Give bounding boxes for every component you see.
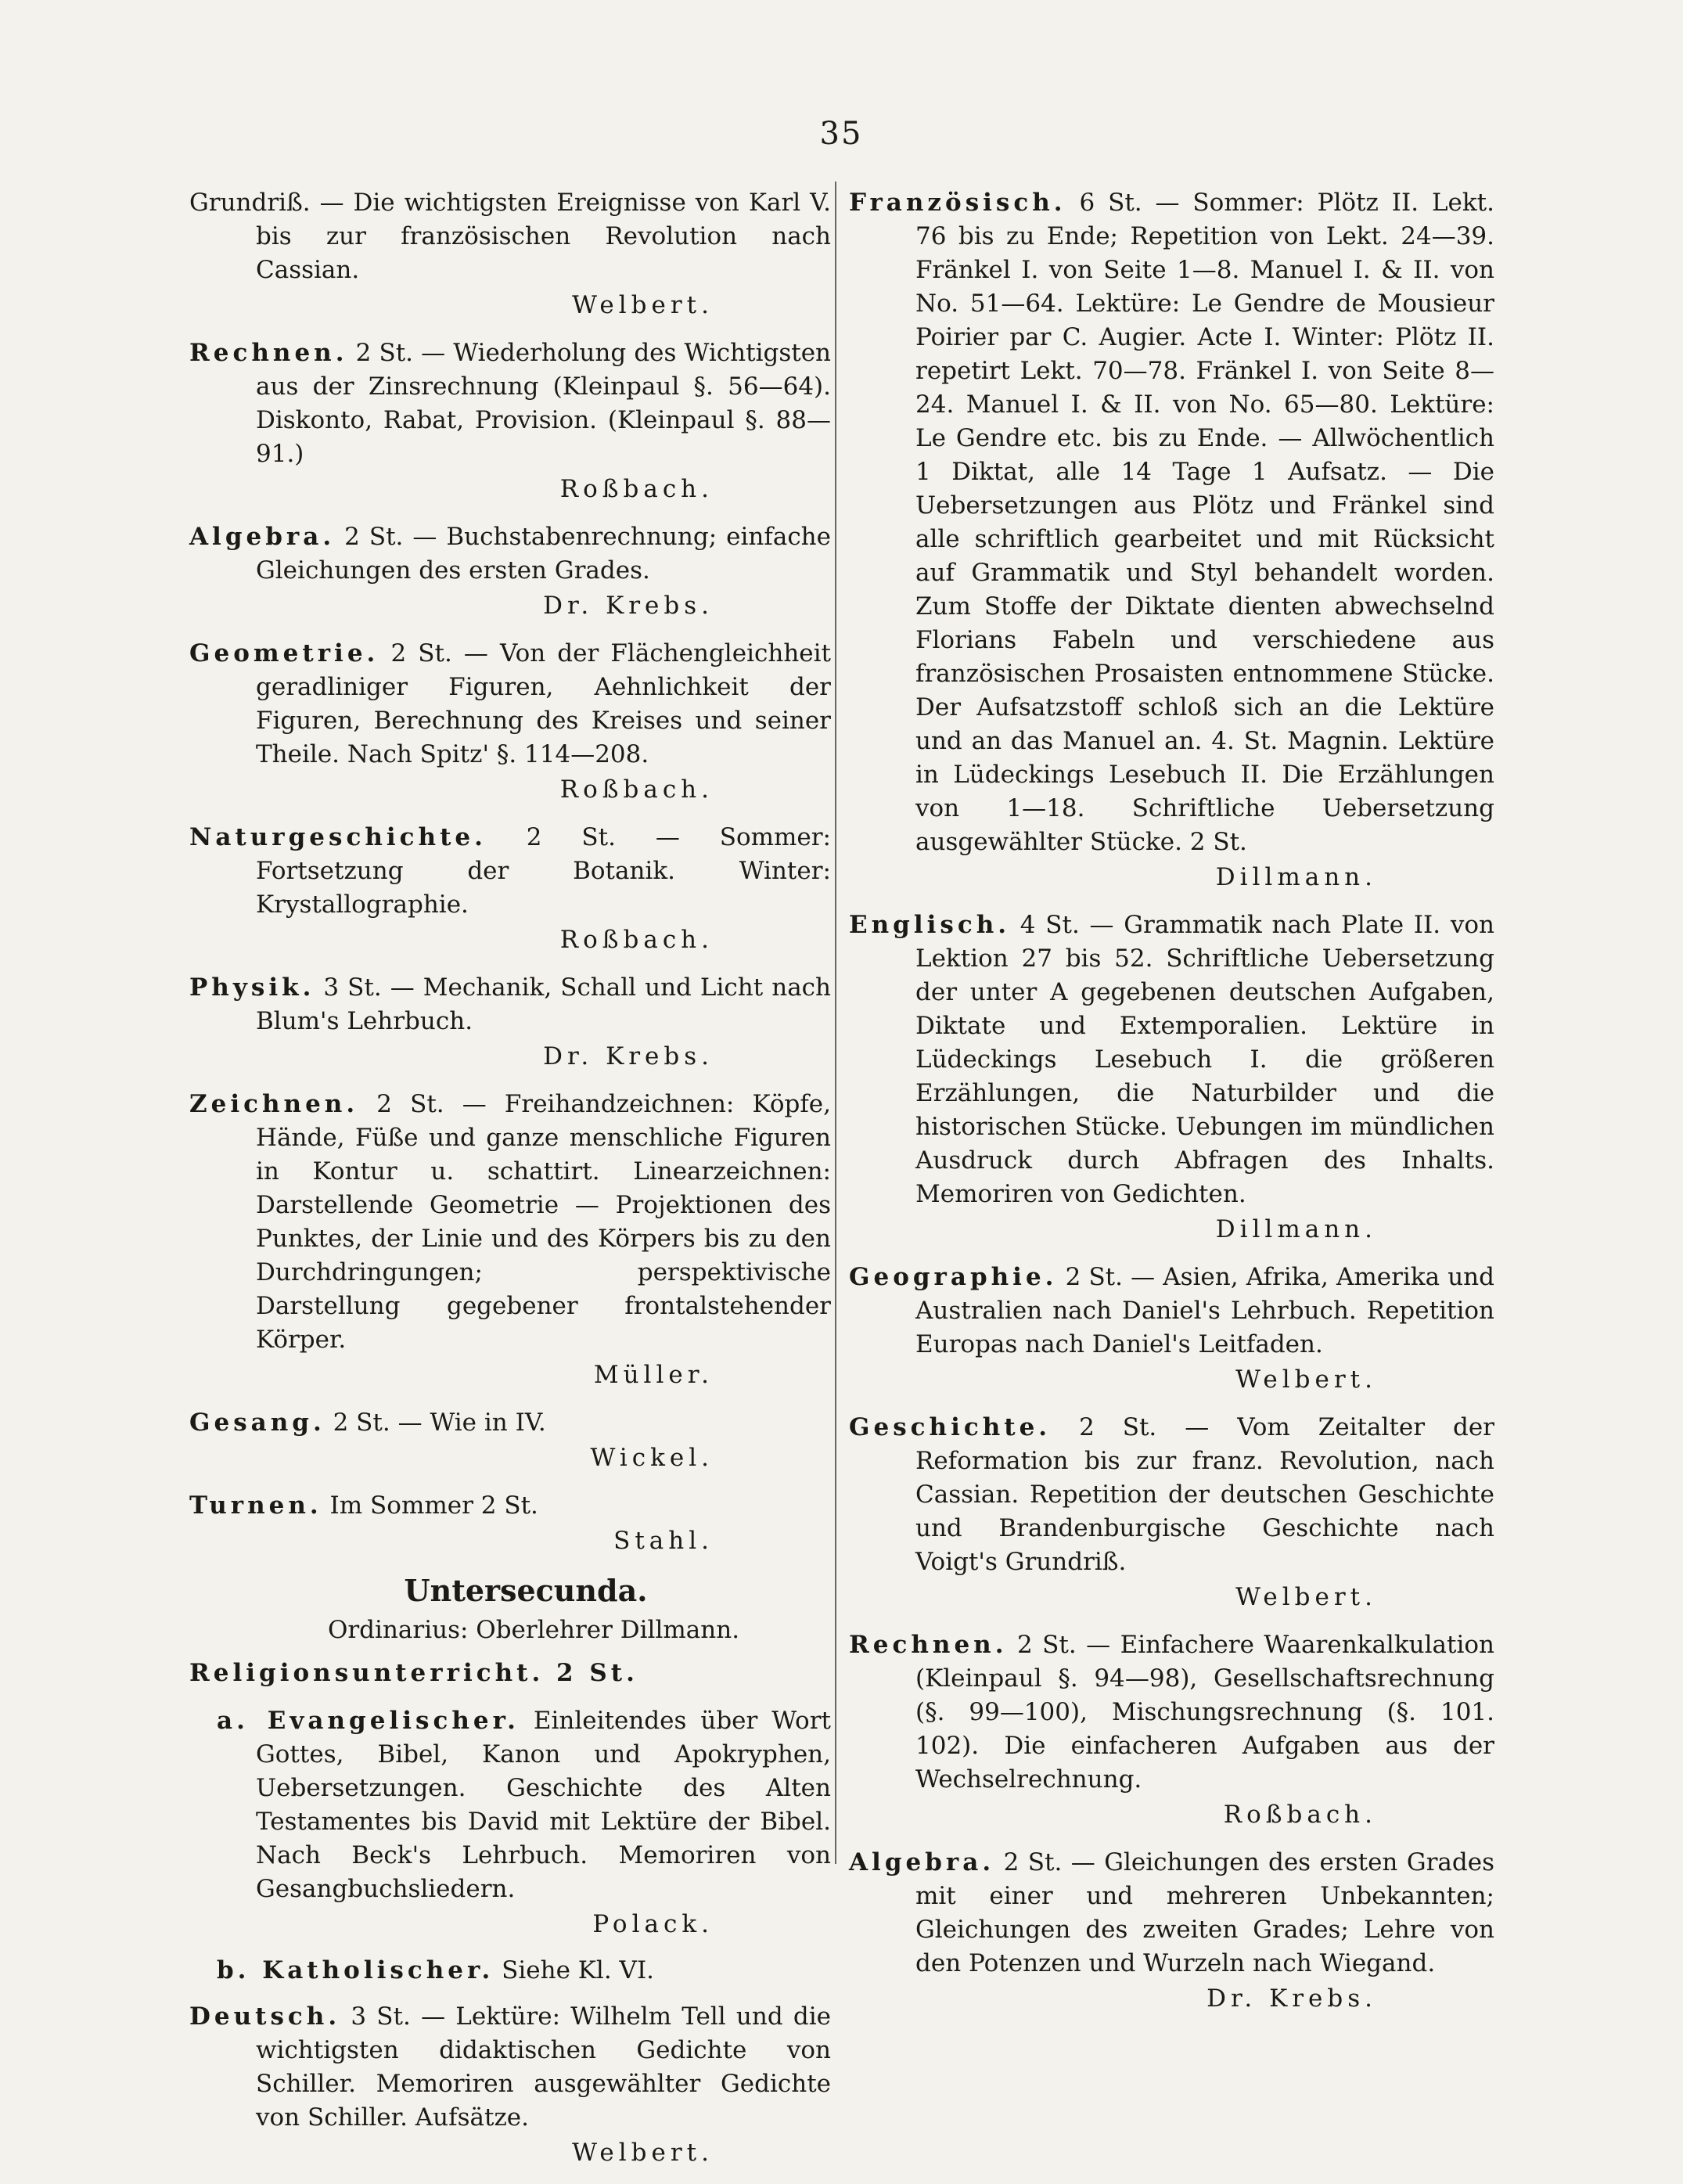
teacher-name: Roßbach. <box>1223 1801 1377 1829</box>
subject-label: Deutsch. <box>189 2002 341 2031</box>
entry-rechnen <box>189 336 831 506</box>
entry-gesang <box>189 1406 831 1475</box>
teacher-name: Welbert. <box>1235 1365 1377 1394</box>
entry-turnen <box>189 1489 831 1558</box>
entry-text: 6 St. — Sommer: Plötz II. Lekt. 76 bis zu Ende; Repetition von Lekt. 24—39. Fränkel I. von Seite 1—8. Manuel I. & II. von No. 51—64. Lektüre: Le Gendre de Mousieur Poirier par C. Augier. Acte I. Winter: Plötz II. repetirt Lekt. 70—78. Fränkel I. von Seite 8—24. Manuel I. & II. von No. 65—80. Lektüre: Le Gendre etc. bis zu Ende. — Allwöchentlich 1 Diktat, alle 14 Tage 1 Aufsatz. — Die Uebersetzungen aus Plötz und Fränkel sind alle schriftlich gearbeitet und mit Rücksicht auf Grammatik und Styl behandelt worden. Zum Stoffe der Diktate dienten abwechselnd Florians Fabeln und verschiedene aus französischen Prosaisten entnommene Stücke. Der Aufsatzstoff schloß sich an die Lektüre und an das Manuel an. 4. St. Magnin. Lektüre in Lüdeckings Lesebuch II. Die Erzählungen von 1—18. Schriftliche Uebersetzung ausgewählter Stücke. 2 St. <box>915 189 1494 856</box>
subject-label: Französisch. <box>849 189 1066 217</box>
entry-text: Siehe Kl. VI. <box>502 1956 655 1984</box>
teacher-name: Dr. Krebs. <box>543 1042 714 1070</box>
subject-label: Rechnen. <box>849 1631 1008 1659</box>
entry-franzoesisch <box>849 186 1494 894</box>
teacher-name: Polack. <box>592 1910 714 1938</box>
entry-algebra-right <box>849 1846 1494 2016</box>
teacher-name: Müller. <box>593 1361 714 1389</box>
subject-label: b. Katholischer. <box>217 1956 494 1984</box>
entry-text: Grundriß. — Die wichtigsten Ereignisse von Karl V. bis zur französischen Revolution nach Cassian. <box>189 189 831 284</box>
entry-text: 2 St. — Sommer: Fortsetzung der Botanik. Winter: Krystallographie. <box>256 823 832 919</box>
entry-religion-evangelisch <box>189 1704 831 1941</box>
entry-text: 2 St. — Von der Flächengleichheit geradliniger Figuren, Aehnlichkeit der Figuren, Berechnung des Kreises und seiner Theile. Nach Spitz' §. 114—208. <box>256 639 831 768</box>
teacher-name: Roßbach. <box>559 475 714 503</box>
subject-label: Geometrie. <box>189 639 379 667</box>
entry-zeichnen <box>189 1088 831 1392</box>
entry-text: Im Sommer 2 St. <box>329 1491 538 1520</box>
subject-label: Geschichte. <box>849 1413 1052 1441</box>
religion-heading: Religionsunterricht. 2 St. <box>189 1659 638 1687</box>
subject-label: a. Evangelischer. <box>217 1707 520 1735</box>
entry-text: 2 St. — Buchstabenrechnung; einfache Gleichungen des ersten Grades. <box>256 523 831 585</box>
entry-algebra <box>189 520 831 623</box>
entry-text: 2 St. — Wiederholung des Wichtigsten aus der Zinsrechnung (Kleinpaul §. 56—64). Diskonto, Rabat, Provision. (Kleinpaul §. 88—91.) <box>256 339 832 468</box>
teacher-name: Dr. Krebs. <box>1207 1984 1377 2013</box>
subject-label: Physik. <box>189 973 315 1002</box>
entry-physik <box>189 971 831 1074</box>
entry-text: 3 St. — Mechanik, Schall und Licht nach Blum's Lehrbuch. <box>256 973 831 1035</box>
entry-naturgeschichte <box>189 821 831 957</box>
right-column <box>849 186 1494 2030</box>
subject-label: Naturgeschichte. <box>189 823 487 851</box>
subject-label: Englisch. <box>849 911 1011 939</box>
entry-religion-katholisch <box>189 1954 831 1988</box>
teacher-name: Wickel. <box>590 1444 714 1472</box>
entry-text: 2 St. — Freihandzeichnen: Köpfe, Hände, Füße und ganze menschliche Figuren in Kontur u. schattirt. Linearzeichnen: Darstellende Geometrie — Projektionen des Punktes, der Linie und des Körpers bis zu den Durchdringungen; perspektivische Darstellung gegebener frontalstehender Körper. <box>256 1090 831 1354</box>
entry-text: 2 St. — Vom Zeitalter der Reformation bis zur franz. Revolution, nach Cassian. Repetition der deutschen Geschichte und Brandenburgische Geschichte nach Voigt's Grundriß. <box>915 1413 1494 1576</box>
entry-englisch <box>849 909 1494 1247</box>
subject-label: Rechnen. <box>189 339 348 367</box>
column-divider <box>835 182 836 1864</box>
teacher-name: Welbert. <box>1235 1583 1377 1611</box>
entry-text: 4 St. — Grammatik nach Plate II. von Lektion 27 bis 52. Schriftliche Uebersetzung der unter A gegebenen deutschen Aufgaben, Diktate und Extemporalien. Lektüre in Lüdeckings Lesebuch I. die größeren Erzählungen, die Naturbilder und die historischen Stücke. Uebungen im mündlichen Ausdruck durch Abfragen des Inhalts. Memoriren von Gedichten. <box>915 911 1494 1208</box>
subject-label: Turnen. <box>189 1491 322 1520</box>
entry-religion <box>189 1657 831 1690</box>
teacher-name: Welbert. <box>572 2139 714 2167</box>
entry-geschichte <box>849 1411 1494 1614</box>
entry-rechnen-right <box>849 1628 1494 1832</box>
entry-text: Einleitendes über Wort Gottes, Bibel, Kanon und Apokryphen, Uebersetzungen. Geschichte des Alten Testamentes bis David mit Lektüre der Bibel. Nach Beck's Lehrbuch. Memoriren von Gesangbuchsliedern. <box>256 1707 831 1903</box>
left-column <box>189 186 831 2184</box>
teacher-name: Roßbach. <box>559 926 714 954</box>
teacher-name: Welbert. <box>572 291 714 319</box>
entry-text: 2 St. — Einfachere Waarenkalkulation (Kleinpaul §. 94—98), Gesellschaftsrechnung (§. 99—100), Mischungsrechnung (§. 101. 102). Die einfacheren Aufgaben aus der Wechselrechnung. <box>915 1631 1494 1794</box>
teacher-name: Dillmann. <box>1215 863 1377 891</box>
entry-deutsch <box>189 2000 831 2170</box>
teacher-name: Dr. Krebs. <box>543 592 714 620</box>
subject-label: Algebra. <box>849 1848 995 1876</box>
entry-geometrie <box>189 637 831 807</box>
entry-text: 2 St. — Asien, Afrika, Amerika und Australien nach Daniel's Lehrbuch. Repetition Europas nach Daniel's Leitfaden. <box>915 1263 1494 1358</box>
entry-text: 3 St. — Lektüre: Wilhelm Tell und die wichtigsten didaktischen Gedichte von Schiller. Memoriren ausgewählter Gedichte von Schiller. Aufsätze. <box>256 2002 832 2132</box>
page-number: 35 <box>819 116 863 152</box>
subject-label: Geographie. <box>849 1263 1058 1291</box>
teacher-name: Dillmann. <box>1215 1215 1377 1243</box>
subject-label: Algebra. <box>189 523 336 551</box>
ordinarius-line: Ordinarius: Oberlehrer Dillmann. <box>327 1616 740 1644</box>
entry-geographie <box>849 1261 1494 1397</box>
entry-grundriss <box>189 186 831 322</box>
section-heading: Untersecunda. <box>404 1573 648 1608</box>
entry-text: 2 St. — Gleichungen des ersten Grades mit einer und mehreren Unbekannten; Gleichungen des zweiten Grades; Lehre von den Potenzen und Wurzeln nach Wiegand. <box>915 1848 1494 1977</box>
teacher-name: Stahl. <box>613 1527 714 1555</box>
subject-label: Zeichnen. <box>189 1090 359 1118</box>
subject-label: Gesang. <box>189 1409 325 1437</box>
entry-text: 2 St. — Wie in IV. <box>333 1409 546 1437</box>
teacher-name: Roßbach. <box>559 775 714 804</box>
